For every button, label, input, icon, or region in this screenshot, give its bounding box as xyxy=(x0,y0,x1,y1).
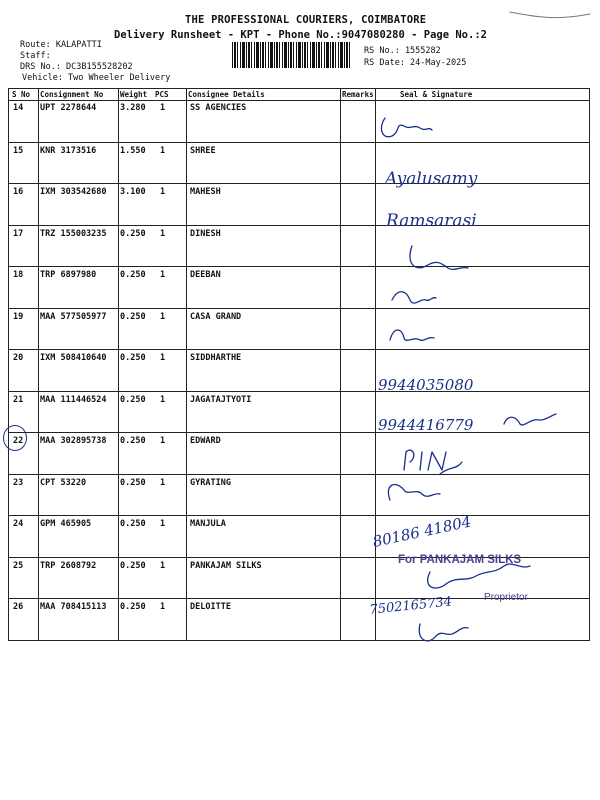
phone-note-24: 80186 41804 xyxy=(371,512,473,551)
vehicle-label: Vehicle: Two Wheeler Delivery xyxy=(22,73,171,83)
row-consignee: SS AGENCIES xyxy=(190,103,247,113)
row-weight: 0.250 xyxy=(120,394,146,405)
row-pcs: 1 xyxy=(160,270,166,280)
row-pcs: 1 xyxy=(160,228,166,239)
signature-16: Ayalusamy xyxy=(385,169,478,189)
row-sno: 20 xyxy=(13,353,24,363)
margin-scribble xyxy=(510,12,590,18)
row-consignment: IXM 303542680 xyxy=(40,187,107,197)
signature-17: Ramsarasi xyxy=(386,211,477,231)
row-consignment: TRP 2608792 xyxy=(40,560,97,571)
row-weight: 0.250 xyxy=(120,436,146,446)
row-pcs: 1 xyxy=(160,311,166,322)
row-consignee: MAHESH xyxy=(190,187,221,197)
row-pcs: 1 xyxy=(160,103,166,113)
company-title: THE PROFESSIONAL COURIERS, COIMBATORE xyxy=(185,14,427,26)
row-pcs: 1 xyxy=(160,145,166,156)
row-consignee: SHREE xyxy=(190,145,216,156)
row-consignment: MAA 577505977 xyxy=(40,311,107,322)
row-pcs: 1 xyxy=(160,477,166,488)
row-consignee: EDWARD xyxy=(190,436,221,446)
row-consignment: MAA 302895738 xyxy=(40,436,107,446)
signature-25 xyxy=(428,564,530,588)
col-consignment: Consignment No xyxy=(40,90,104,99)
row-pcs: 1 xyxy=(160,560,166,571)
col-remarks: Remarks xyxy=(342,90,374,99)
row-consignment: CPT 53220 xyxy=(40,477,87,488)
row-consignment: MAA 708415113 xyxy=(40,602,107,612)
row-consignment: GPM 465905 xyxy=(40,519,92,529)
row-consignment: TRZ 155003235 xyxy=(40,228,107,239)
signature-20 xyxy=(390,330,434,340)
row-pcs: 1 xyxy=(160,436,166,446)
row-sno: 19 xyxy=(13,311,24,322)
row-consignee: CASA GRAND xyxy=(190,311,242,322)
row-weight: 0.250 xyxy=(120,270,146,280)
row-consignment: KNR 3173516 xyxy=(40,145,97,156)
row-consignee: DELOITTE xyxy=(190,602,231,612)
row-pcs: 1 xyxy=(160,187,166,197)
row-sno: 22 xyxy=(13,436,24,446)
row-weight: 3.280 xyxy=(120,103,146,113)
col-consignee: Consignee Details xyxy=(188,90,265,99)
company-stamp-line1: For PANKAJAM SILKS xyxy=(398,554,522,566)
row-sno: 18 xyxy=(13,270,24,280)
row-sno: 17 xyxy=(13,228,24,239)
row-consignment: MAA 111446524 xyxy=(40,394,107,405)
signature-22 xyxy=(404,450,462,474)
row-pcs: 1 xyxy=(160,353,166,363)
drs-number: DRS No.: DC3B155528202 xyxy=(20,62,133,72)
row-sno: 24 xyxy=(13,519,24,529)
col-sno: S No xyxy=(12,90,31,99)
row-weight: 0.250 xyxy=(120,353,146,363)
rs-date: RS Date: 24-May-2025 xyxy=(364,58,467,68)
phone-note-26: 7502165734 xyxy=(368,594,453,618)
phone-note-20: 9944035080 xyxy=(378,376,474,394)
runsheet-subtitle: Delivery Runsheet - KPT - Phone No.:9047080280 - Page No.:2 xyxy=(114,29,487,41)
col-pcs: PCS xyxy=(155,90,169,99)
signature-23 xyxy=(388,485,440,500)
row-consignee: SIDDHARTHE xyxy=(190,353,242,363)
phone-note-21: 9944416779 xyxy=(378,416,474,434)
row-weight: 1.550 xyxy=(120,145,146,156)
signature-21 xyxy=(504,414,556,425)
row-consignment: UPT 2278644 xyxy=(40,103,97,113)
row-consignee: GYRATING xyxy=(190,477,231,488)
row-consignee: DINESH xyxy=(190,228,221,239)
signature-26 xyxy=(419,624,468,641)
col-seal: Seal & Signature xyxy=(400,90,473,99)
staff-label: Staff: xyxy=(20,51,51,61)
row-consignment: TRP 6897980 xyxy=(40,270,97,280)
row-weight: 0.250 xyxy=(120,560,146,571)
signature-14 xyxy=(381,118,432,137)
signature-19 xyxy=(392,292,436,303)
row-pcs: 1 xyxy=(160,602,166,612)
row-weight: 0.250 xyxy=(120,602,146,612)
row-sno: 16 xyxy=(13,187,24,197)
row-consignee: MANJULA xyxy=(190,519,226,529)
col-weight: Weight xyxy=(120,90,148,99)
row-consignment: IXM 508410640 xyxy=(40,353,107,363)
row-sno: 14 xyxy=(13,103,24,113)
rs-number: RS No.: 1555282 xyxy=(364,46,441,56)
row-pcs: 1 xyxy=(160,519,166,529)
row-sno: 21 xyxy=(13,394,24,405)
row-pcs: 1 xyxy=(160,394,166,405)
route-label: Route: KALAPATTI xyxy=(20,40,102,50)
row-consignee: JAGATAJTYOTI xyxy=(190,394,252,405)
signature-18 xyxy=(410,246,468,269)
row-weight: 0.250 xyxy=(120,311,146,322)
row-consignee: PANKAJAM SILKS xyxy=(190,560,262,571)
row-sno: 15 xyxy=(13,145,24,156)
row-weight: 3.100 xyxy=(120,187,146,197)
row-sno: 26 xyxy=(13,602,24,612)
row-sno: 25 xyxy=(13,560,24,571)
company-stamp-line2: Proprietor xyxy=(484,592,528,603)
row-weight: 0.250 xyxy=(120,477,146,488)
row-weight: 0.250 xyxy=(120,519,146,529)
row-consignee: DEEBAN xyxy=(190,270,221,280)
row-weight: 0.250 xyxy=(120,228,146,239)
row-sno: 23 xyxy=(13,477,24,488)
